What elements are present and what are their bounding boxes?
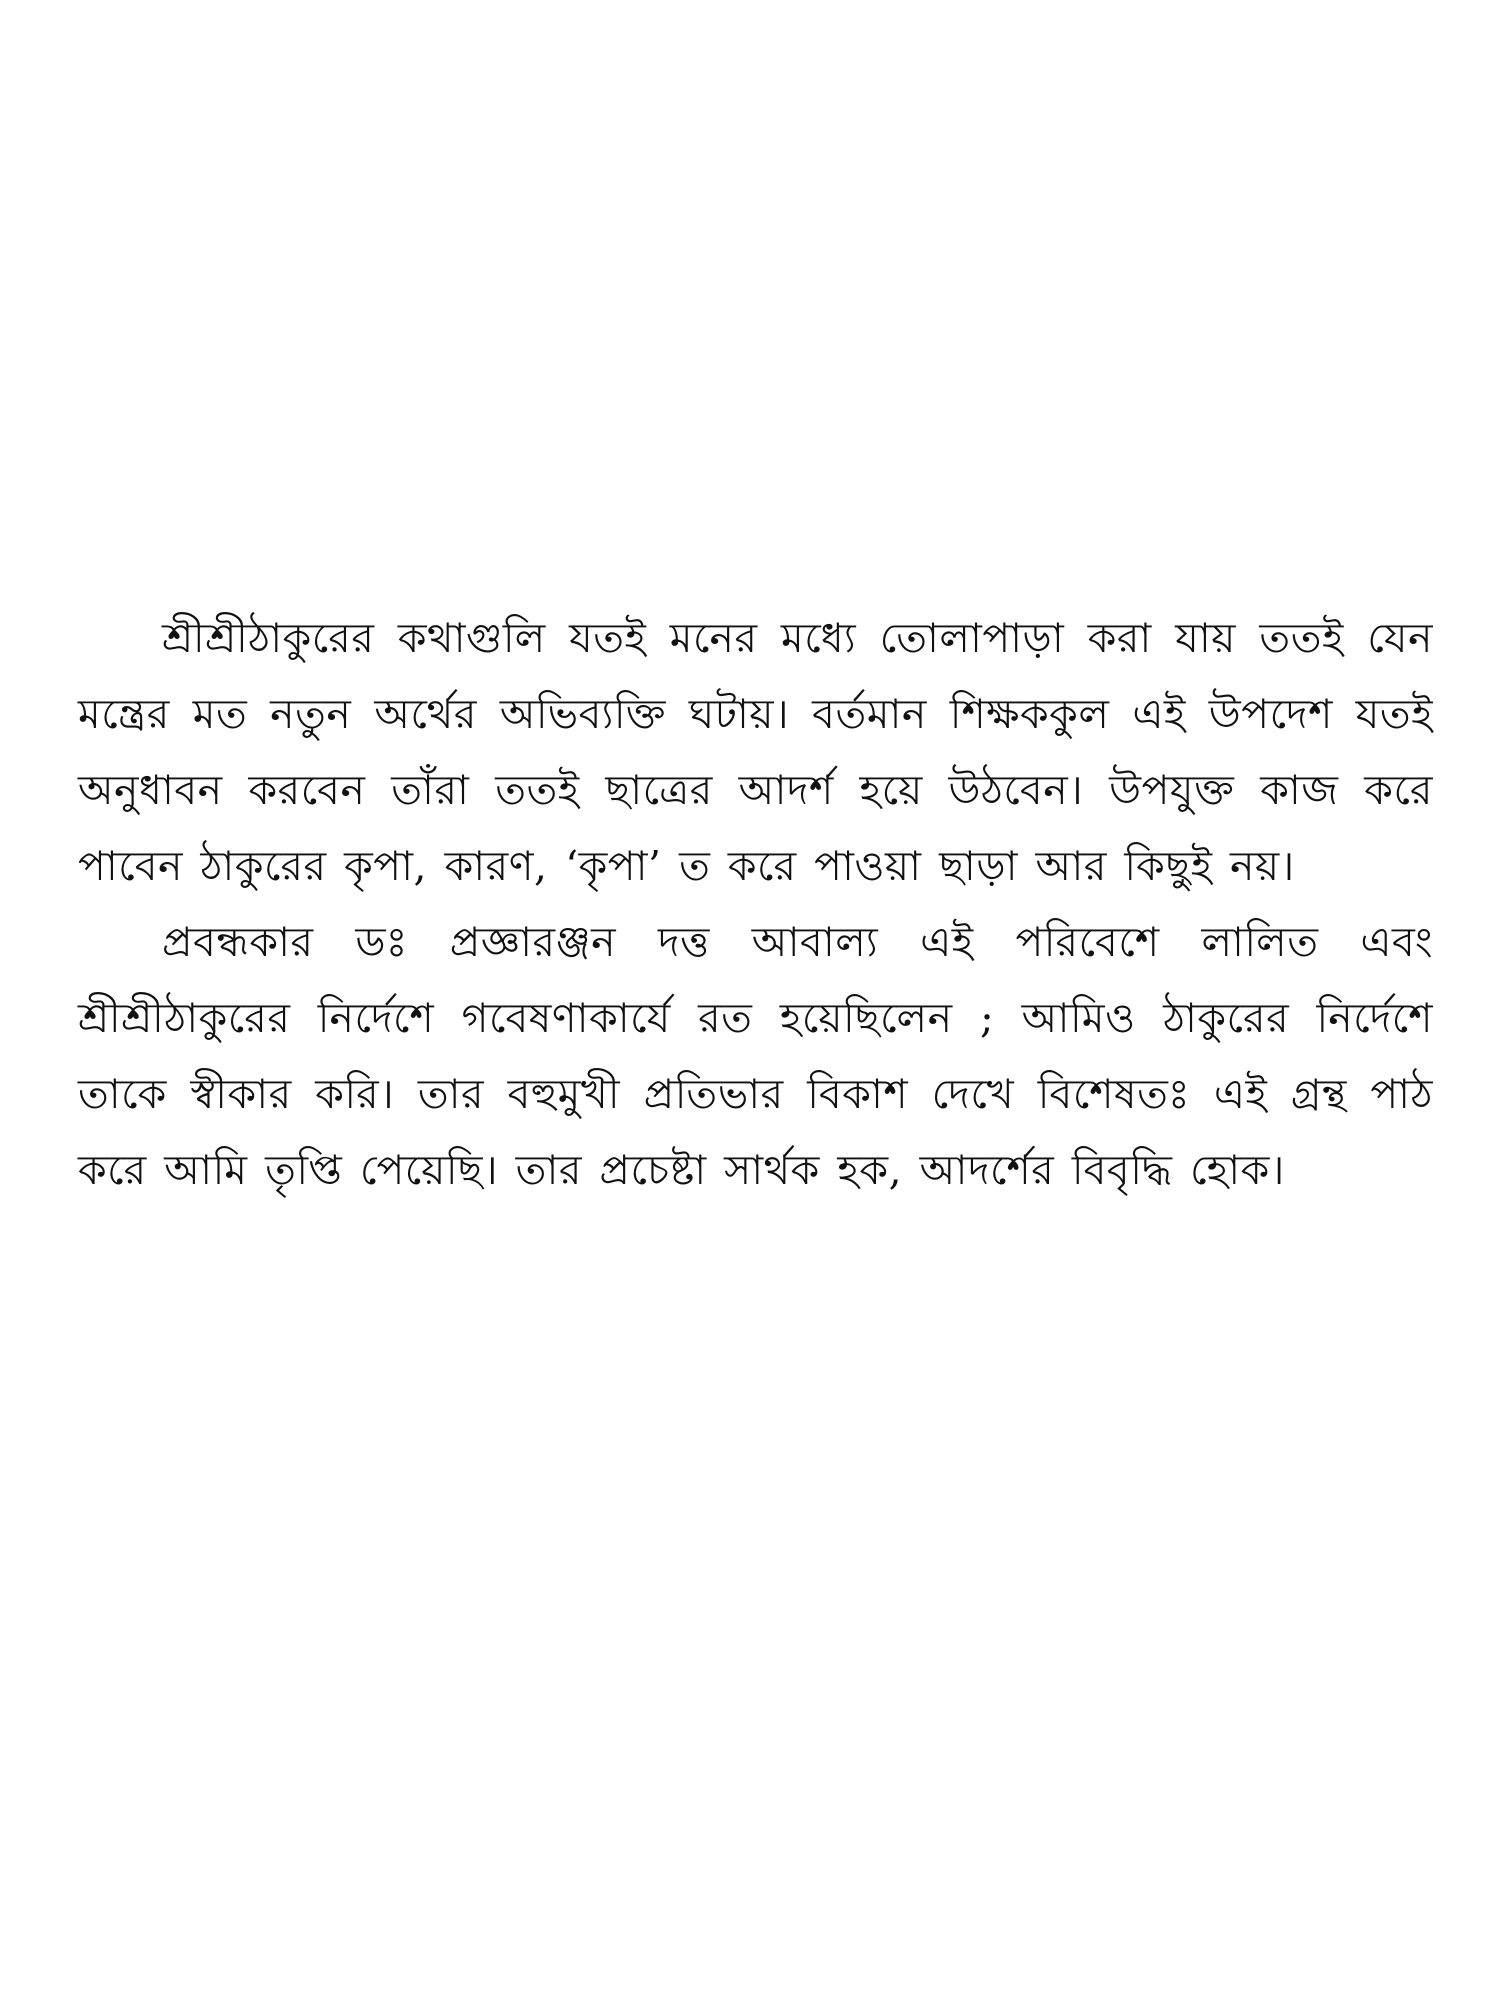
paragraph-2: প্রবন্ধকার ডঃ প্রজ্ঞারঞ্জন দত্ত আবাল্য এই পরিবেশে লালিত এবং শ্রীশ্রীঠাকুরের নির্দেশে গবেষণাকার্যে রত হয়েছিলেন ; আমিও ঠাকুরের নির্দেশে তাকে স্বীকার করি। তার বহুমুখী প্রতিভার বিকাশ দেখে বিশেষতঃ এই গ্রন্থ পাঠ করে আমি তৃপ্তি পেয়েছি। তার প্রচেষ্টা সার্থক হক, আদর্শের বিবৃদ্ধি হোক। [78,918,1433,1194]
text-block [78,600,1433,1208]
paragraph-1: শ্রীশ্রীঠাকুরের কথাগুলি যতই মনের মধ্যে তোলাপাড়া করা যায় ততই যেন মন্ত্রের মত নতুন অর্থের অভিব্যক্তি ঘটায়। বর্তমান শিক্ষককুল এই উপদেশ যতই অনুধাবন করবেন তাঁরা ততই ছাত্রের আদর্শ হয়ে উঠবেন। উপযুক্ত কাজ করে পাবেন ঠাকুরের কৃপা, কারণ, ‘কৃপা’ ত করে পাওয়া ছাড়া আর কিছুই নয়। [78,614,1433,890]
